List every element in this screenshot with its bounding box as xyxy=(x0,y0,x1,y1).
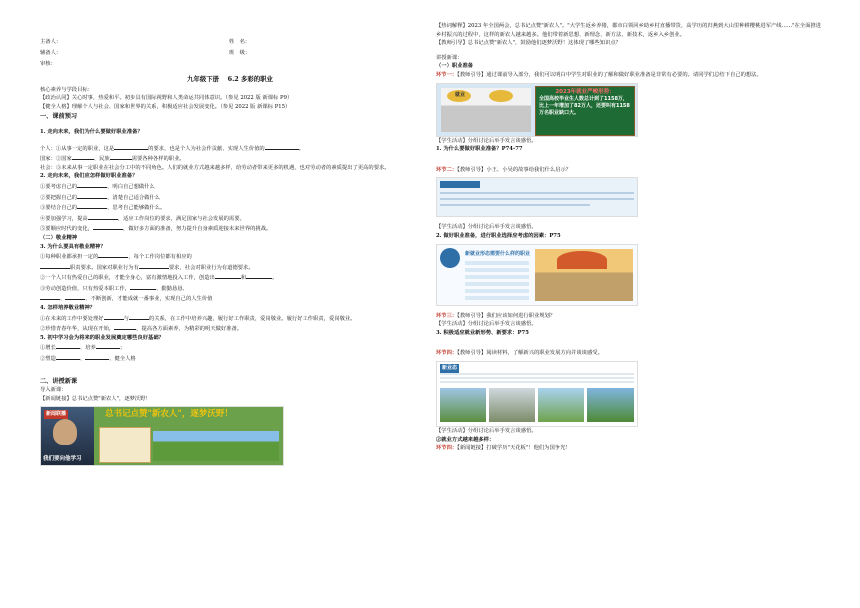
q2-item-5: ⑤要顺应时代的变化， ，做好多方面的准备，努力提升自身素质迎接未来世界的挑战。 xyxy=(40,223,420,234)
photo-3 xyxy=(538,388,584,422)
student-activity-1: 【学生活动】分组讨论后举手发言谈感悟。 xyxy=(436,137,537,144)
question-2: 2. 走向未来，我们应怎样做好职业准备？ xyxy=(40,173,138,180)
story-image xyxy=(436,177,638,217)
knowledge-1: 1. 为什么要做好职业准备？P74-77 xyxy=(436,146,523,153)
q1-line-1: 个人：①从事一定的职业，这是 的要求，也是个人为社会作贡献、实现人生价值的 。 xyxy=(40,143,420,154)
link-2: 环节二：【教师引导】小王、小吴的故事给我们什么启示？ xyxy=(436,166,572,173)
factor-list xyxy=(465,261,529,301)
q2-item-4: ④要加强学习，提高 ，适应工作岗位的要求，满足国家与社会发展的需要。 xyxy=(40,213,420,224)
q4-line-2: ②珍惜青春年华，从现在开始， ，提高各方面素养，为精彩的明天做好准备。 xyxy=(40,323,420,334)
speaker-face xyxy=(53,419,77,445)
news-image xyxy=(40,406,284,466)
right-column xyxy=(436,22,826,453)
q5-line-2: ②塑造 、 、健全人格 xyxy=(40,353,420,364)
question-3: 3. 为什么要具有敬业精神？ xyxy=(40,243,106,250)
story-line-2 xyxy=(440,198,634,200)
story-title-bar xyxy=(440,181,480,188)
q1-line-3: 社会：③未来从事一定职业在社会分工中的不同角色。人们的就业方式越来越多样，给劳动者带来更多的机遇，也对劳动者的素质提出了更高的要求。 xyxy=(40,164,390,171)
tent-icon xyxy=(557,251,607,269)
link-5: 环节四：【新闻链接】打破学历"天花板"！他们为国争光！ xyxy=(436,445,571,452)
blackboard xyxy=(535,86,635,136)
q2-item-3: ③要结合自己的 ，思考自己能够做什么。 xyxy=(40,202,420,213)
new-industry-image xyxy=(436,361,638,427)
job-sign: 就业 xyxy=(455,91,466,98)
student-activity-2: 【学生活动】分组讨论后举手发言谈感悟。 xyxy=(436,224,537,231)
q2-item-1: ①要考虑自己的 ，明白自己想做什么 xyxy=(40,181,420,192)
hat-right-icon xyxy=(489,90,513,102)
question-1: 1. 走向未来，我们为什么要做好职业准备？ xyxy=(40,128,143,135)
story-line-1 xyxy=(440,192,634,194)
photo-1 xyxy=(440,388,486,422)
student-activity-4: 【学生活动】分组讨论后举手发言谈感悟。 xyxy=(436,427,537,434)
q3-line-5: 、 、不断创新，才能成就一番事业，实现自己的人生价值 xyxy=(40,293,420,304)
news-slogan: 总书记点赞"新农人"，逐梦沃野！ xyxy=(105,409,233,420)
review-label: 审核： xyxy=(40,61,56,67)
hotword-paragraph: 【热词解释】2023 年全国两会，总书记点赞"新农人"。"大学生返乡养猪，都市白领回乡助乡村直播带货，高学历的归燕到大山里种耕樱桃进军产线……"在全面推进乡村振兴的过程中，这样的新农人越来越多。他们带着新思想、新理念、新方法、新技术，返乡入乡创业。 xyxy=(436,23,822,38)
q3-line-3: ②一个人只有热爱自己的职业，才能全身心，富有激情地投入工作，创造出 和 。 xyxy=(40,272,420,283)
link-1: 环节一：【教师引导】通过课前导入部分，我们可以明白中学生对职业的了解和做好职业准备是非常有必要的。请同学们总结下自己的想法。 xyxy=(436,71,762,78)
doc-title: 九年级下册 6.2 多彩的职业 xyxy=(187,75,273,83)
intro-line-1: 核心素养与学段目标： xyxy=(40,86,93,93)
news-caption: 我们要向他学习 xyxy=(43,456,82,463)
q1-line-2: 国家：②国家 、民族 需要各种各样的职业。 xyxy=(40,153,420,164)
q3-line-1: ①每种职业都承担一定的 ，每个工作岗位都有相应的 xyxy=(40,251,420,262)
intro-line-2: 【政治认同】关心时事，热爱和平。初步具有国际视野和人类命运共同体意识。（参见 2022 版 新课标 P9） xyxy=(40,95,293,102)
intro-line-3: 【健全人格】理解个人与社会、国家和世界的关系，积极适应社会发展变化。（参见 2022 版 新课标 P15） xyxy=(40,103,291,110)
header-row-3 xyxy=(40,60,420,71)
link-3: 环节三：【教师引导】我们应该如何进行职业规划？ xyxy=(436,312,556,319)
field-photo xyxy=(153,431,279,461)
news-badge: 新闻联播 xyxy=(46,411,67,418)
factors-title: 新就业形态需要什么样的职业 xyxy=(465,250,531,257)
knowledge-3: 3. 积极适应就业新形势、新要求：P75 xyxy=(436,329,529,336)
question-5: 5. 初中学习会为将来的职业发展奠定哪些良好基础？ xyxy=(40,334,164,341)
q4-line-1: ①在未来的工作中要处理好 与 的关系，在工作中培养兴趣，履行好工作职责，爱岗敬业。履行好工作职责，爱岗敬业。 xyxy=(40,313,420,324)
q3-line-2: 职责要求。国家对职业行为有 要求，社会对职业行为有道德要求。 xyxy=(40,262,420,273)
knowledge-4: ②就业方式越来越多样： xyxy=(436,436,495,443)
part-career-prep: （一）职业准备 xyxy=(436,63,474,70)
intro-new-lesson: 导入新课： xyxy=(40,387,67,394)
factors-image xyxy=(436,244,638,306)
student-activity-3: 【学生活动】分组讨论后举手发言谈感悟。 xyxy=(436,321,537,328)
board-title: 2023年就业严峻形势： xyxy=(555,88,615,95)
employment-image xyxy=(436,83,638,137)
name-label: 姓 名： xyxy=(229,39,251,45)
question-4: 4. 怎样培养敬业精神？ xyxy=(40,305,96,312)
lead-label: 主备人： xyxy=(40,39,62,45)
header-row-1 xyxy=(40,38,420,49)
new-industry-text xyxy=(440,373,634,385)
subheading-dedication: （二）敬业精神 xyxy=(40,234,78,241)
section-preview: 一、课前预习 xyxy=(40,113,78,121)
lecture-label: 讲授新课： xyxy=(436,54,463,61)
knowledge-2: 2. 做好职业准备，进行职业选择应考虑的因素：P75 xyxy=(436,232,561,239)
article-clip xyxy=(99,427,151,463)
new-industry-tag: 新业态 xyxy=(442,364,458,371)
header-row-2 xyxy=(40,49,420,60)
board-text: 全国高校毕业生人数总计到了1158万，比上一年增加了82万人，还要叫有1158万名职业缺口大。 xyxy=(539,95,630,116)
story-line-3 xyxy=(440,204,590,206)
news-tip: 【新闻链接】总书记点赞"新农人"，逐梦沃野！ xyxy=(40,395,151,402)
left-column xyxy=(40,38,420,466)
q3-line-4: ③劳动创造价值，只有热爱本职工作， 、勤勤恳恳、 xyxy=(40,283,420,294)
section-lecture: 二、讲授新课 xyxy=(40,377,78,385)
photo-2 xyxy=(489,388,535,422)
factor-circle-icon xyxy=(440,248,460,268)
teacher-guide-1: 【教师引导】总书记点赞"新农人"，鼓励他们逐梦沃野！这体现了哪些知识点？ xyxy=(436,40,621,47)
q5-line-1: ①增长 、培养 ； xyxy=(40,342,420,353)
photo-4 xyxy=(587,388,634,422)
assist-label: 辅备人： xyxy=(40,50,62,56)
link-4: 环节四：【教师引导】阅读材料，了解新兴的职业发展方向并谈谈感受。 xyxy=(436,350,603,357)
q2-item-2: ②要把握自己的 ，清楚自己适合做什么 xyxy=(40,192,420,203)
class-label: 班 级： xyxy=(229,50,251,56)
